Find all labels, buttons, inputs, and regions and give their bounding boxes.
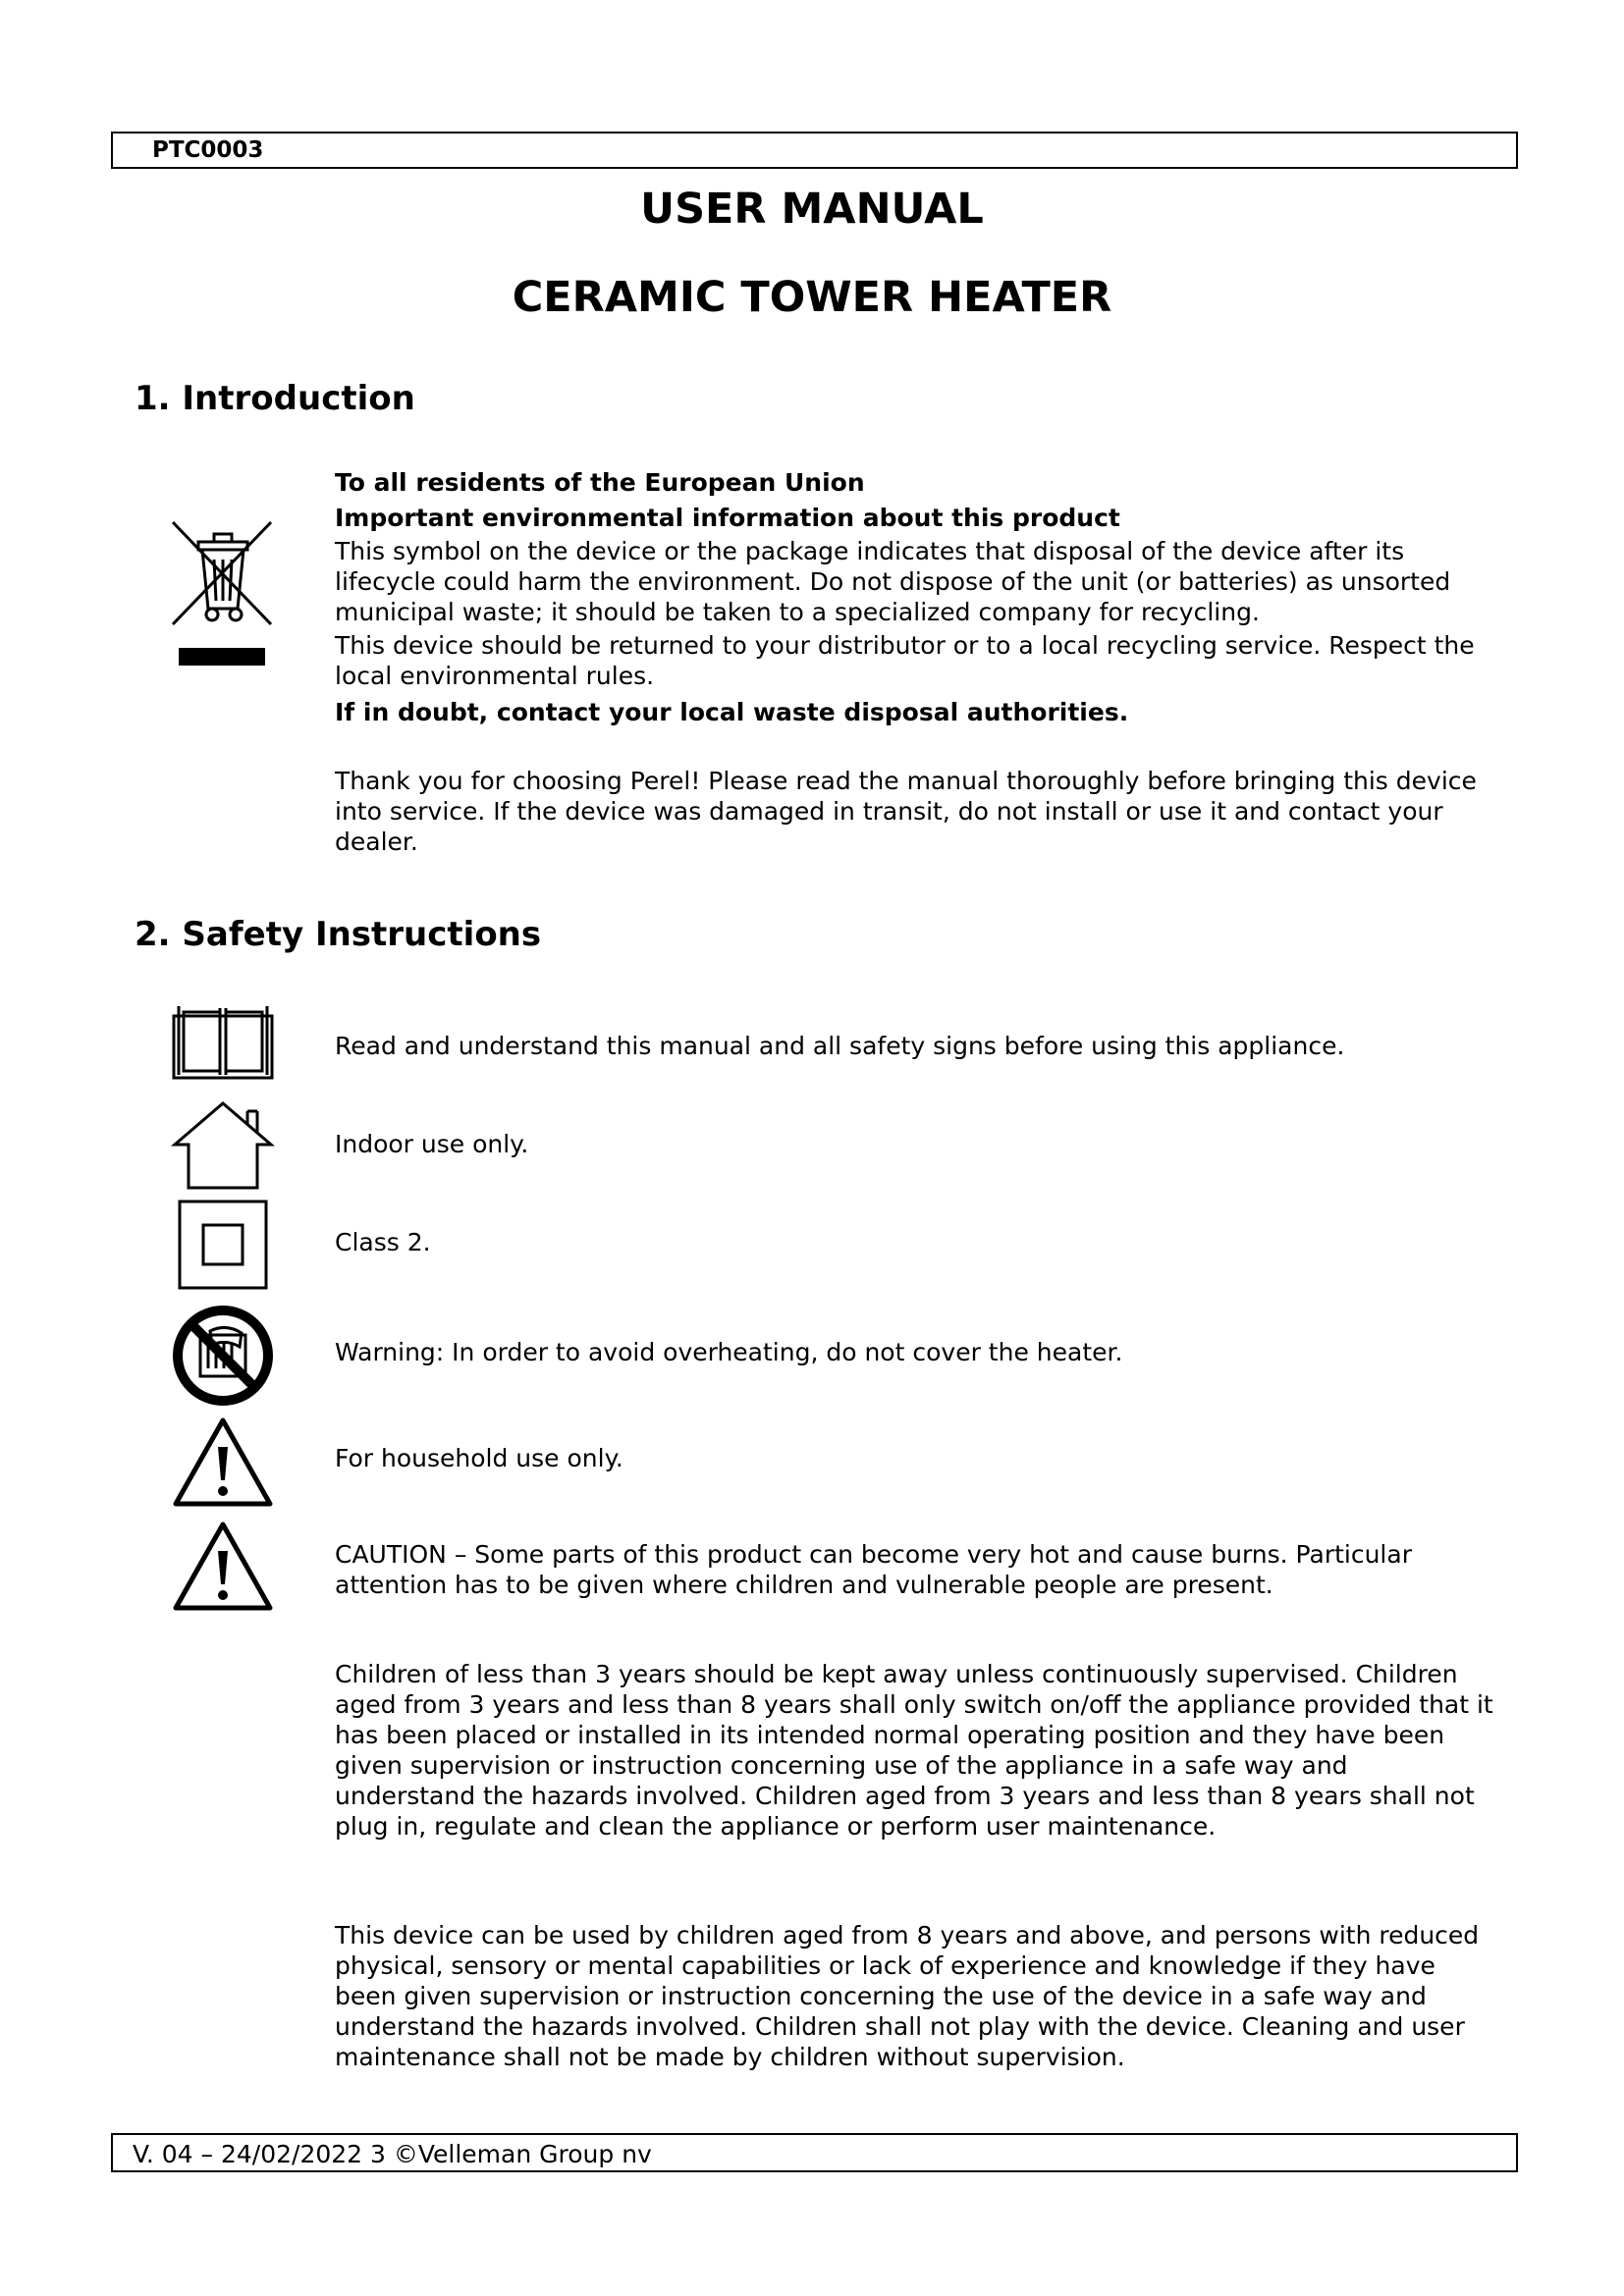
safety-item-text: Class 2. [335,1228,431,1256]
document-header [111,132,1518,169]
environmental-info-line: Important environmental information about this product [335,504,1120,532]
safety-item-text: Indoor use only. [335,1130,529,1158]
section-heading-introduction: 1. Introduction [135,379,415,418]
eu-residents-line: To all residents of the European Union [335,468,865,497]
warning-triangle-icon [171,1415,275,1510]
footer-text: V. 04 – 24/02/2022 3 ©Velleman Group nv [133,2140,652,2168]
house-icon [171,1099,275,1192]
product-code: PTC0003 [152,137,264,163]
page-title: USER MANUAL [640,185,984,234]
environmental-doubt-line: If in doubt, contact your local waste disposal authorities. [335,698,1129,726]
warning-triangle-icon [171,1520,275,1614]
safety-item-text: Read and understand this manual and all safety signs before using this appliance. [335,1032,1345,1060]
do-not-cover-icon [171,1304,275,1408]
manual-book-icon [171,998,275,1081]
class-2-icon [177,1199,269,1291]
safety-item-text: CAUTION – Some parts of this product can become very hot and cause burns. Particular attention has to be given where children and vulnerable people are present. [335,1540,1412,1599]
document-footer [111,2133,1518,2172]
weee-bin-icon [165,518,279,670]
safety-item-text: Warning: In order to avoid overheating, do not cover the heater. [335,1338,1123,1366]
product-title: CERAMIC TOWER HEATER [512,273,1112,322]
device-use-paragraph: This device can be used by children aged from 8 years and above, and persons with reduced physical, sensory or mental capabilities or lack of experience and knowledge if they have been given supervision or instruction concerning the use of the device in a safe way and understand the hazards involved. Children shall not play with the device. Cleaning and user maintenance shall not be made by children without supervision. [335,1921,1480,2071]
children-paragraph: Children of less than 3 years should be kept away unless continuously supervised. Children aged from 3 years and less than 8 years shall only switch on/off the appliance provided that it has been placed or installed in its intended normal operating position and they have been given supervision or instruction concerning use of the appliance in a safe way and understand the hazards involved. Children aged from 3 years and less than 8 years shall not plug in, regulate and clean the appliance or perform user maintenance. [335,1660,1493,1841]
thank-you-paragraph: Thank you for choosing Perel! Please read the manual thoroughly before bringing this device into service. If the device was damaged in transit, do not install or use it and contact your dealer. [335,767,1477,856]
section-heading-safety: 2. Safety Instructions [135,915,542,954]
environmental-paragraph-1: This symbol on the device or the package indicates that disposal of the device after its lifecycle could harm the environment. Do not dispose of the unit (or batteries) as unsorted municipal waste; it should be taken to a specialized company for recycling. [335,537,1451,626]
environmental-paragraph-2: This device should be returned to your distributor or to a local recycling service. Respect the local environmental rules. [335,631,1475,690]
safety-item-text: For household use only. [335,1444,623,1472]
